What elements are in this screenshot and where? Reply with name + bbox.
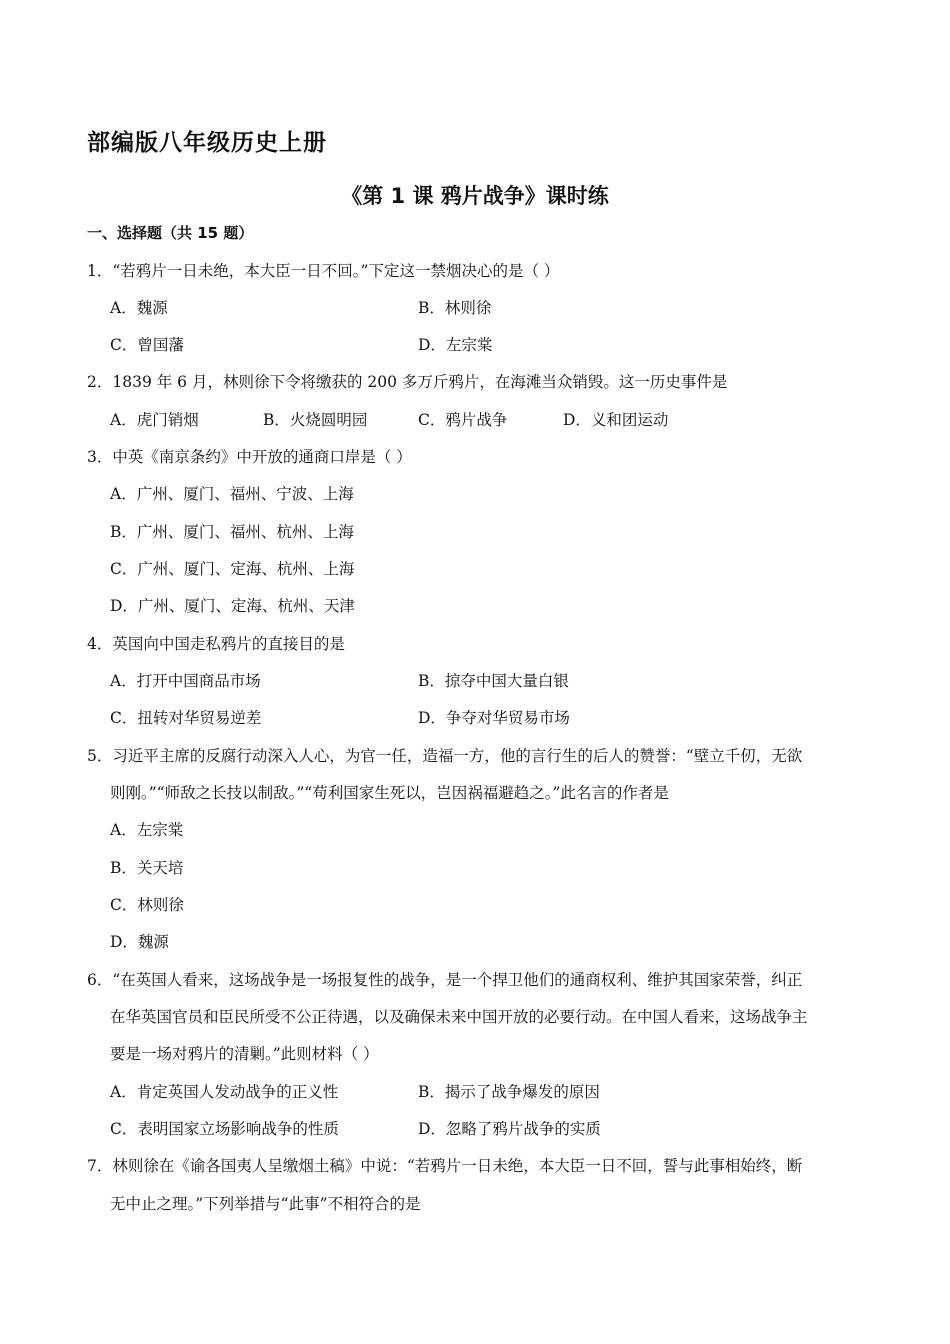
question-5-option-c: C．林则徐 [110, 896, 184, 914]
question-3-text: 3．中英《南京条约》中开放的通商口岸是（ ） [87, 448, 412, 466]
question-1-text: 1．“若鸦片一日未绝，本大臣一日不回。”下定这一禁烟决心的是（ ） [87, 262, 560, 280]
question-2-text: 2．1839 年 6 月，林则徐下令将缴获的 200 多万斤鸦片，在海滩当众销毁。这一历史事件是 [87, 373, 728, 391]
question-2-option-b: B．火烧圆明园 [263, 411, 368, 429]
question-2-option-d: D．义和团运动 [563, 411, 669, 429]
question-4-text: 4．英国向中国走私鸦片的直接目的是 [87, 635, 345, 653]
question-6-text-line-3: 要是一场对鸦片的清剿。”此则材料（ ） [110, 1045, 379, 1063]
question-4-option-a: A．打开中国商品市场 [110, 672, 261, 690]
question-3-option-d: D．广州、厦门、定海、杭州、天津 [110, 597, 355, 615]
question-4-option-d: D．争夺对华贸易市场 [418, 709, 570, 727]
question-6-text-line-2: 在华英国官员和臣民所受不公正待遇，以及确保未来中国开放的必要行动。在中国人看来，这场战争主 [110, 1008, 808, 1026]
question-7-text-line-1: 7．林则徐在《谕各国夷人呈缴烟土稿》中说：“若鸦片一日未绝，本大臣一日不回，誓与此事相始终，断 [87, 1157, 803, 1175]
question-5-option-b: B．关天培 [110, 859, 184, 877]
question-3-option-a: A．广州、厦门、福州、宁波、上海 [110, 485, 354, 503]
question-4-option-b: B．掠夺中国大量白银 [418, 672, 569, 690]
question-1-option-c: C．曾国藩 [110, 336, 184, 354]
question-1-option-a: A．魏源 [110, 299, 168, 317]
section-heading: 一、选择题（共 15 题） [87, 224, 254, 242]
question-5-option-a: A．左宗棠 [110, 821, 184, 839]
lesson-title: 《第 1 课 鸦片战争》课时练 [341, 184, 609, 208]
question-5-text-line-2: 则刚。”“师敌之长技以制敌。”“苟利国家生死以，岂因祸福避趋之。”此名言的作者是 [110, 784, 669, 802]
question-1-option-b: B．林则徐 [418, 299, 492, 317]
question-3-option-c: C．广州、厦门、定海、杭州、上海 [110, 560, 355, 578]
question-2-option-a: A．虎门销烟 [110, 411, 199, 429]
question-2-option-c: C．鸦片战争 [418, 411, 508, 429]
question-6-option-b: B．揭示了战争爆发的原因 [418, 1083, 600, 1101]
question-6-option-d: D．忽略了鸦片战争的实质 [418, 1120, 601, 1138]
question-1-option-d: D．左宗棠 [418, 336, 493, 354]
question-5-text-line-1: 5．习近平主席的反腐行动深入人心，为官一任，造福一方，他的言行生的后人的赞誉：“壁立千仞，无欲 [87, 747, 803, 765]
question-3-option-b: B．广州、厦门、福州、杭州、上海 [110, 523, 354, 541]
document-title: 部编版八年级历史上册 [87, 130, 327, 156]
question-6-option-a: A．肯定英国人发动战争的正义性 [110, 1083, 339, 1101]
question-7-text-line-2: 无中止之理。”下列举措与“此事”不相符合的是 [110, 1195, 421, 1213]
question-6-text-line-1: 6．“在英国人看来，这场战争是一场报复性的战争，是一个捍卫他们的通商权利、维护其国家荣誉，纠正 [87, 971, 803, 989]
question-6-option-c: C．表明国家立场影响战争的性质 [110, 1120, 339, 1138]
question-5-option-d: D．魏源 [110, 933, 169, 951]
question-4-option-c: C．扭转对华贸易逆差 [110, 709, 262, 727]
